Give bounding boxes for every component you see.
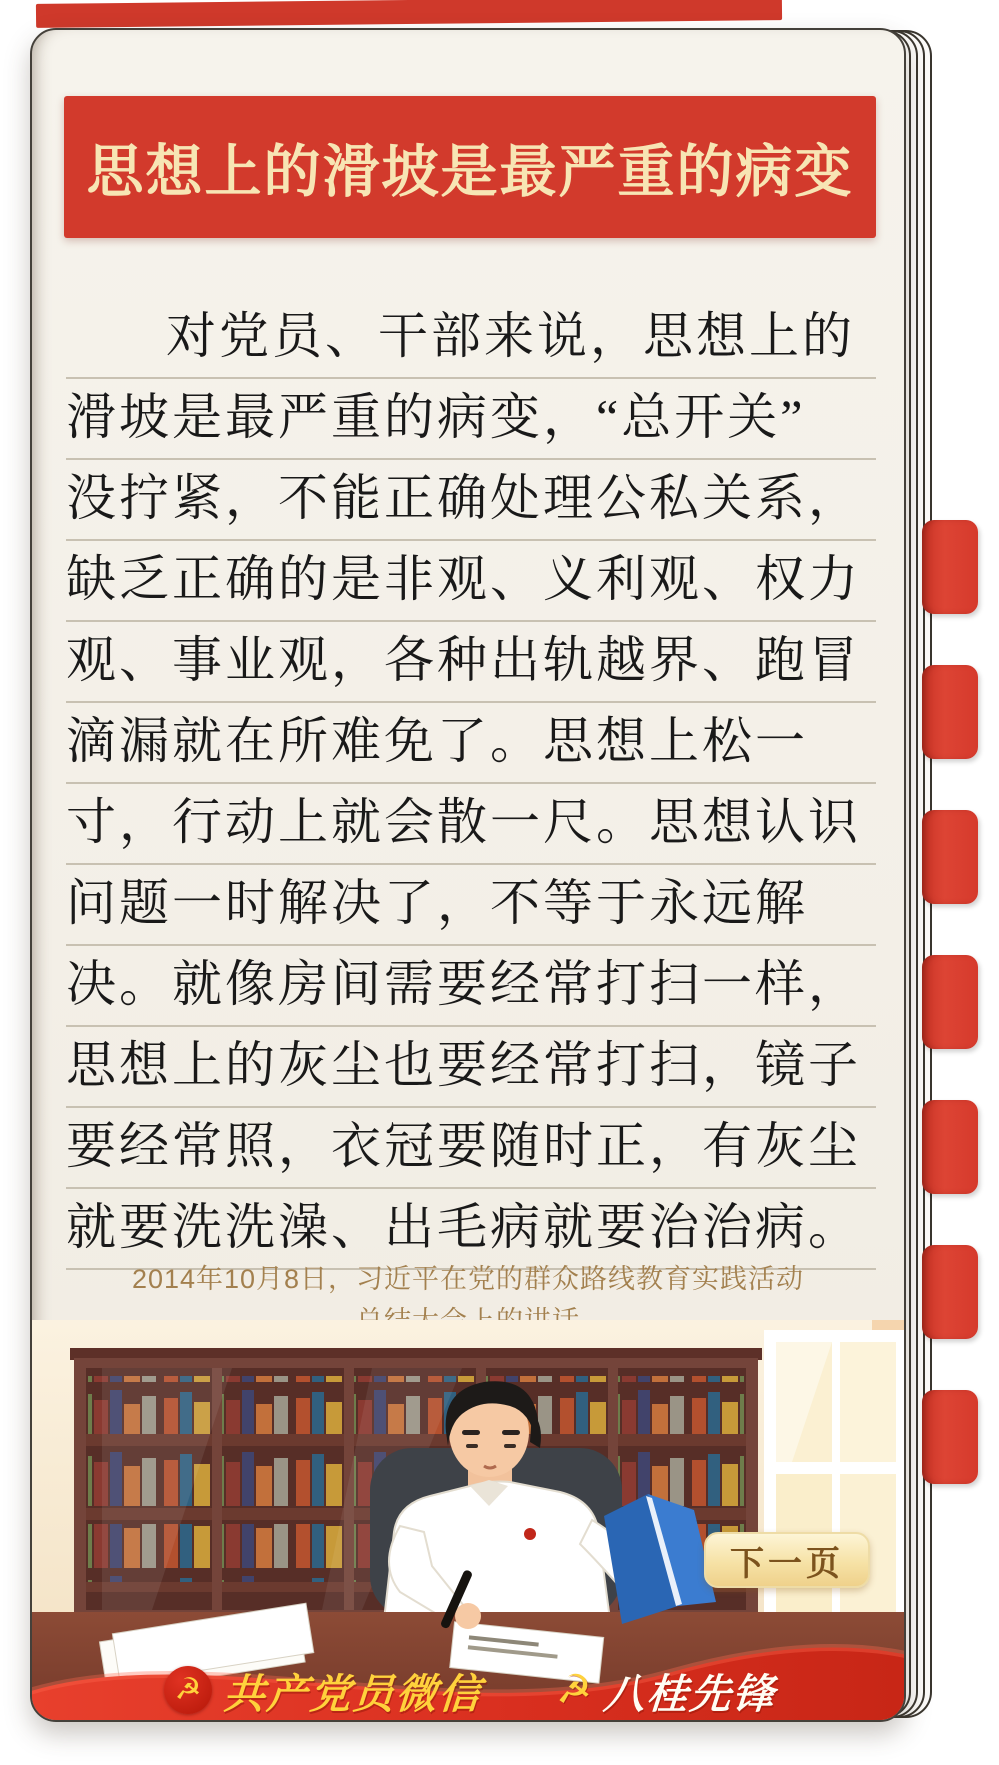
next-page-button[interactable] [704,1532,870,1588]
bookmark-tab[interactable] [922,1100,978,1194]
bookmark-tab[interactable] [922,1390,978,1484]
next-page-label: 下一页 [730,1544,844,1583]
bookmark-tab[interactable] [922,955,978,1049]
quote-line: 对党员、干部来说，思想上的 [66,298,876,379]
logo-bagui-xianfeng [556,1661,776,1720]
quote-line: 缺乏正确的是非观、义利观、权力 [66,541,876,622]
quote-line: 寸，行动上就会散一尺。思想认识 [66,784,876,865]
bookmark-tab[interactable] [922,665,978,759]
logo-gongchandangyuan-weixin [164,1661,482,1720]
footer-ribbon [32,1656,906,1722]
behind-page-red-edge [36,0,782,28]
bookmark-tab[interactable] [922,1245,978,1339]
party-emblem-icon: ☭ [164,1666,212,1714]
quote-line: 思想上的灰尘也要经常打扫，镜子 [66,1027,876,1108]
quote-line: 滴漏就在所难免了。思想上松一 [66,703,876,784]
quote-line: 就要洗洗澡、出毛病就要治治病。 [66,1189,876,1270]
quote-line: 观、事业观，各种出轨越界、跑冒 [66,622,876,703]
bookmark-tab[interactable] [922,810,978,904]
quote-text-block [66,298,876,1270]
quote-line: 问题一时解决了，不等于永远解 [66,865,876,946]
quote-line: 滑坡是最严重的病变，“总开关” [66,379,876,460]
page-title: 思想上的滑坡是最严重的病变 [86,141,854,204]
quote-line: 没拧紧，不能正确处理公私关系， [66,460,876,541]
title-banner [64,96,876,238]
party-emblem-icon: ☭ [556,1668,592,1712]
bookmark-tab[interactable] [922,520,978,614]
citation-line-1: 2014年10月8日，习近平在党的群众路线教育实践活动 [131,1264,805,1294]
brand-text-2: 八桂先锋 [602,1670,778,1717]
quote-line: 决。就像房间需要经常打扫一样， [66,946,876,1027]
brand-text-1: 共产党员微信 [222,1670,484,1717]
quote-line: 要经常照，衣冠要随时正，有灰尘 [66,1108,876,1189]
page-card [30,28,906,1722]
